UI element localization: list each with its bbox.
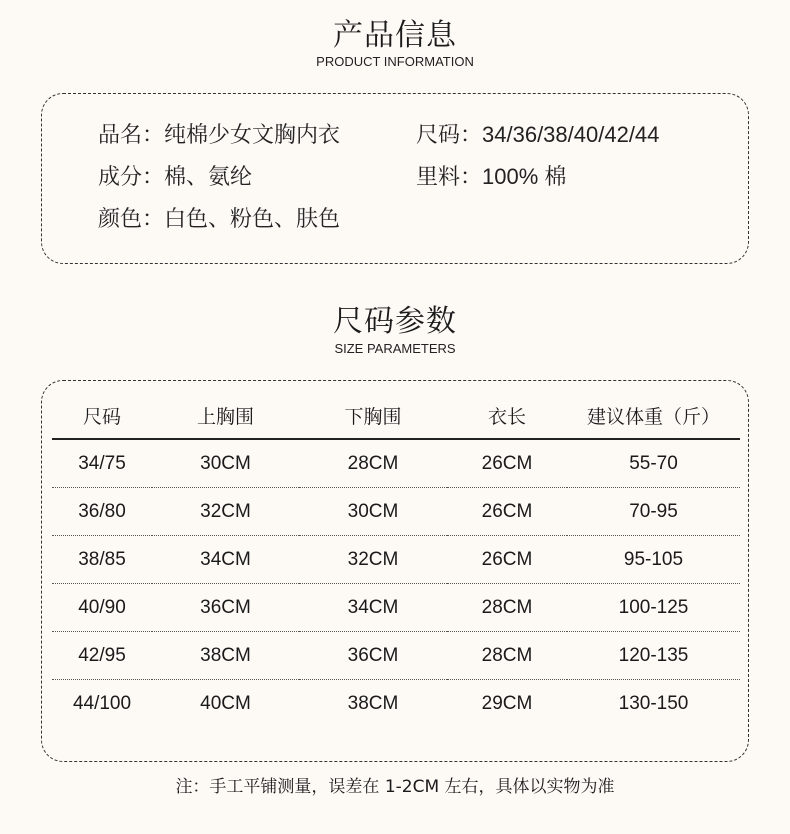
cell-length: 26CM xyxy=(447,536,567,584)
cell-weight: 100-125 xyxy=(567,584,740,632)
size-params-title: 尺码参数 xyxy=(333,304,457,339)
size-table-header xyxy=(52,392,740,439)
cell-weight: 95-105 xyxy=(567,536,740,584)
size-value: 34/36/38/40/42/44 xyxy=(482,122,660,147)
color-line xyxy=(98,202,340,233)
cell-weight: 55-70 xyxy=(567,439,740,488)
header-under-bust: 下胸围 xyxy=(299,392,447,439)
header-weight: 建议体重（斤） xyxy=(567,392,740,439)
cell-length: 29CM xyxy=(481,692,533,714)
size-table xyxy=(52,392,740,727)
header-length: 衣长 xyxy=(447,392,567,439)
table-row xyxy=(52,536,740,584)
product-info-box xyxy=(41,93,749,264)
name-label: 品名： xyxy=(98,123,165,148)
cell-upper-bust: 36CM xyxy=(152,584,299,632)
cell-size: 36/80 xyxy=(52,488,152,536)
cell-weight: 120-135 xyxy=(567,632,740,680)
lining-value: 100% 棉 xyxy=(482,164,567,189)
cell-upper-bust: 30CM xyxy=(152,439,299,488)
cell-weight: 130-150 xyxy=(618,692,689,714)
cell-upper-bust: 38CM xyxy=(152,632,299,680)
composition-line xyxy=(98,160,252,191)
size-label: 尺码： xyxy=(416,123,483,148)
cell-under-bust: 36CM xyxy=(299,632,447,680)
table-row xyxy=(52,632,740,680)
cell-length: 26CM xyxy=(447,439,567,488)
size-line xyxy=(416,118,659,149)
table-row xyxy=(52,488,740,536)
composition-label: 成分： xyxy=(98,165,165,190)
composition-value: 棉、氨纶 xyxy=(164,165,253,190)
color-label: 颜色： xyxy=(98,207,165,232)
table-row xyxy=(52,680,740,728)
cell-upper-bust: 40CM xyxy=(200,692,251,714)
cell-upper-bust: 34CM xyxy=(152,536,299,584)
table-row xyxy=(52,584,740,632)
product-info-subtitle: PRODUCT INFORMATION xyxy=(316,54,474,69)
table-row xyxy=(52,439,740,488)
header-size: 尺码 xyxy=(52,392,152,439)
measurement-note: 注：手工平铺测量，误差在 1-2CM 左右，具体以实物为准 xyxy=(175,777,615,797)
cell-size: 40/90 xyxy=(52,584,152,632)
cell-length: 28CM xyxy=(447,584,567,632)
cell-under-bust: 38CM xyxy=(347,692,399,714)
name-line xyxy=(98,118,340,149)
cell-length: 28CM xyxy=(447,632,567,680)
color-value: 白色、粉色、肤色 xyxy=(164,207,341,232)
cell-upper-bust: 32CM xyxy=(152,488,299,536)
lining-label: 里料： xyxy=(416,165,483,190)
name-value: 纯棉少女文胸内衣 xyxy=(164,123,341,148)
cell-length: 26CM xyxy=(447,488,567,536)
size-params-subtitle: SIZE PARAMETERS xyxy=(334,341,456,356)
cell-weight: 70-95 xyxy=(567,488,740,536)
cell-size: 44/100 xyxy=(72,692,132,714)
cell-size: 42/95 xyxy=(52,632,152,680)
cell-size: 38/85 xyxy=(52,536,152,584)
lining-line xyxy=(416,160,566,191)
cell-under-bust: 34CM xyxy=(299,584,447,632)
cell-under-bust: 32CM xyxy=(299,536,447,584)
header-upper-bust: 上胸围 xyxy=(152,392,299,439)
product-info-title: 产品信息 xyxy=(333,18,457,53)
cell-size: 34/75 xyxy=(52,439,152,488)
cell-under-bust: 28CM xyxy=(299,439,447,488)
cell-under-bust: 30CM xyxy=(299,488,447,536)
